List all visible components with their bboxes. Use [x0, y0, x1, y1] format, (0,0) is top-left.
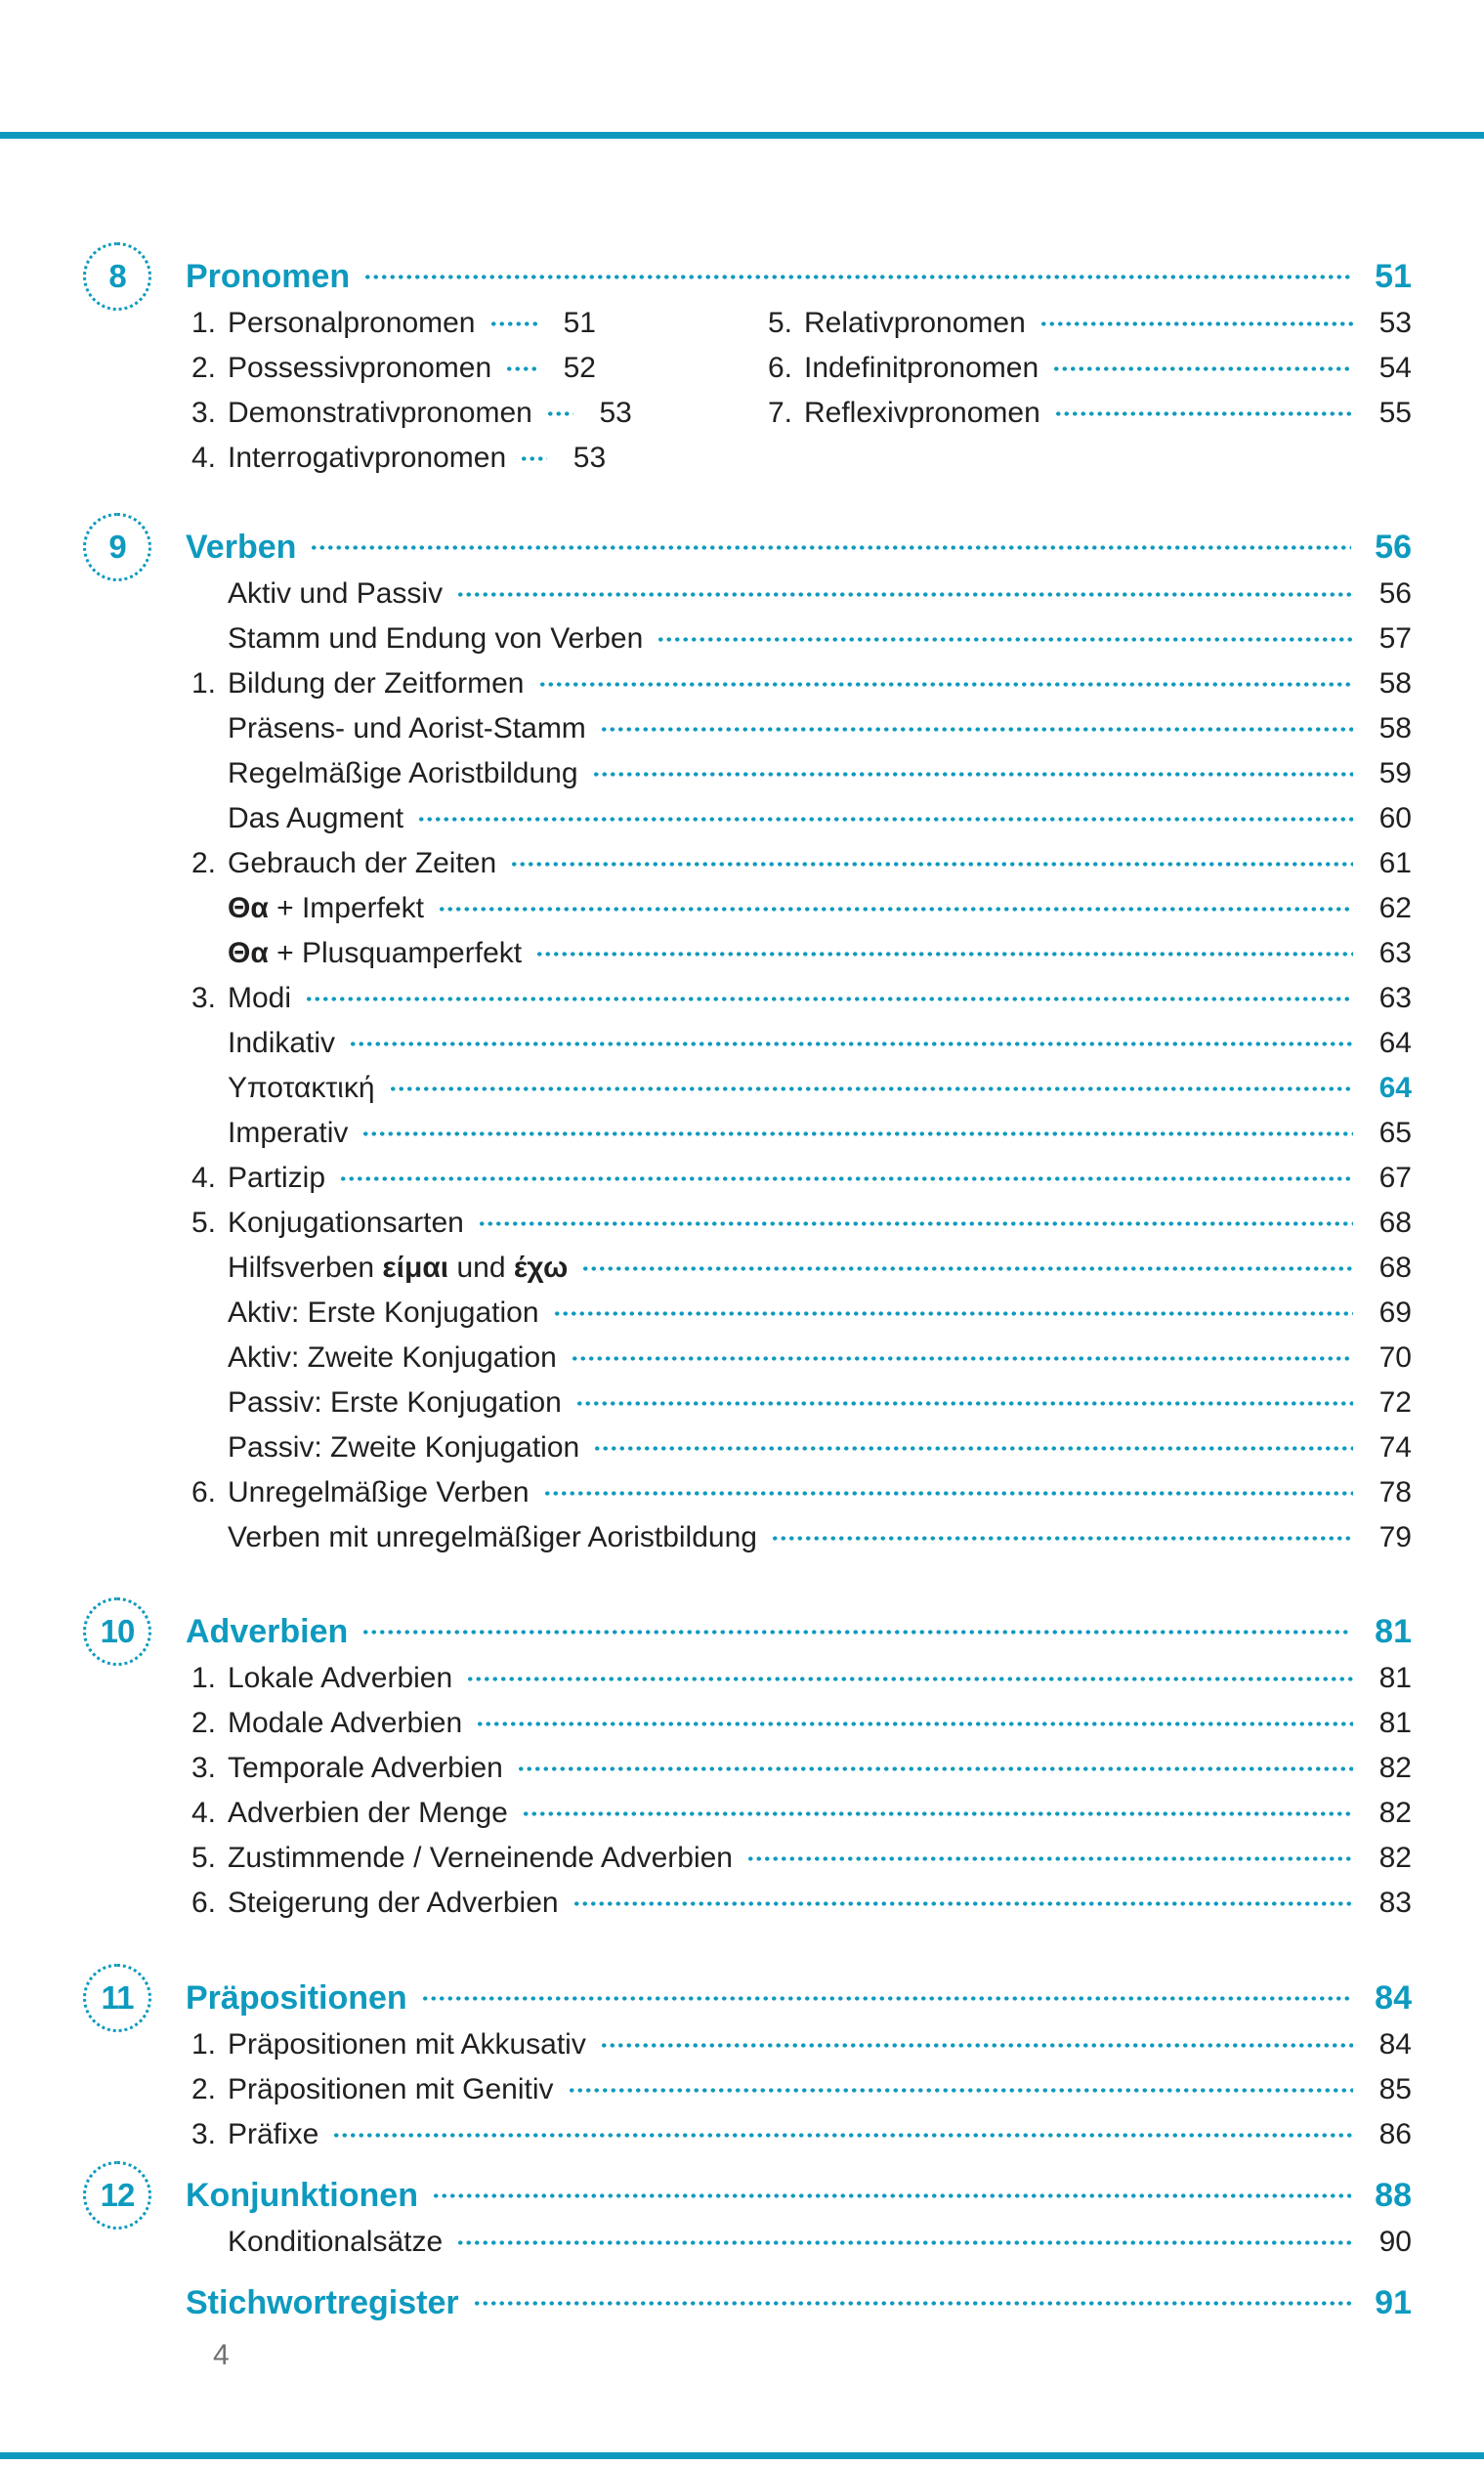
dotted-leader [456, 2220, 1353, 2265]
toc-entry [186, 1836, 1412, 1881]
section-page-number: 84 [1375, 1979, 1412, 2017]
entry-page-number: 81 [1378, 1662, 1412, 1694]
entry-number: 2. [191, 1707, 217, 1739]
entry-label: Demonstrativpronomen [228, 397, 532, 429]
dotted-leader [1054, 391, 1353, 436]
entry-page-number: 70 [1378, 1341, 1412, 1374]
entry-page-number: 54 [1378, 352, 1412, 384]
entry-number: 5. [191, 1842, 217, 1874]
entry-label: Partizip [228, 1162, 326, 1194]
section-title: Pronomen [186, 258, 351, 295]
toc-entry [186, 841, 1412, 886]
entry-page-number: 58 [1378, 712, 1412, 744]
entry-label: Bildung der Zeitformen [228, 667, 525, 700]
entry-label: Relativpronomen [804, 307, 1026, 339]
entry-number: 5. [768, 307, 793, 339]
entry-page-number: 69 [1378, 1296, 1412, 1329]
entry-number: 1. [191, 307, 217, 339]
toc-entry [186, 1746, 1412, 1791]
entry-label: Zustimmende / Verneinende Adverbien [228, 1842, 733, 1874]
entry-label: Modale Adverbien [228, 1707, 463, 1739]
toc-entry [186, 1246, 1412, 1291]
section-header [186, 1974, 1412, 2022]
section-header [186, 1607, 1412, 1656]
section-title: Adverbien [186, 1613, 349, 1650]
toc-entry [186, 1515, 1412, 1560]
dotted-leader [600, 2022, 1353, 2067]
toc-entry [186, 1470, 1412, 1515]
section-title: Stichwortregister [186, 2284, 459, 2321]
dotted-leader [438, 886, 1353, 931]
dotted-leader [473, 2278, 1351, 2327]
toc-section-12 [83, 2171, 1412, 2265]
entry-page-number: 65 [1378, 1117, 1412, 1149]
section-header [186, 2171, 1412, 2220]
dotted-leader [543, 1470, 1353, 1515]
toc-entry [186, 2220, 1412, 2265]
toc-entry [762, 391, 1412, 436]
dotted-leader [310, 523, 1351, 572]
toc-entry [762, 346, 1412, 391]
toc-entry [186, 886, 1412, 931]
toc-entry [186, 1201, 1412, 1246]
section-page-number: 91 [1375, 2284, 1412, 2321]
entry-label: Verben mit unregelmäßiger Aoristbildung [228, 1521, 757, 1553]
entry-number: 3. [191, 2118, 217, 2150]
section-body [186, 523, 1412, 1560]
entries-right-column [762, 301, 1412, 481]
entry-page-number: 56 [1378, 577, 1412, 610]
dotted-leader [363, 252, 1351, 301]
section-header [186, 2278, 1412, 2327]
entry-page-number: 83 [1378, 1887, 1412, 1919]
toc-entry [186, 1291, 1412, 1336]
entry-page-number: 74 [1378, 1431, 1412, 1464]
dotted-leader [568, 2067, 1354, 2112]
toc-entry [186, 616, 1412, 661]
toc-section-register [83, 2278, 1412, 2327]
toc-entry [186, 1156, 1412, 1201]
entry-label: Präpositionen mit Akkusativ [228, 2028, 586, 2061]
entry-number: 1. [191, 667, 217, 700]
toc-entry [186, 1881, 1412, 1926]
entry-number: 3. [191, 982, 217, 1014]
entry-label: Indikativ [228, 1027, 336, 1059]
entry-number: 3. [191, 397, 217, 429]
entry-label: Possessivpronomen [228, 352, 492, 384]
dotted-leader [456, 572, 1353, 616]
page-footer [213, 2338, 1412, 2373]
section-title: Konjunktionen [186, 2177, 418, 2214]
entry-label: Präpositionen mit Genitiv [228, 2073, 554, 2105]
toc-entry [186, 1021, 1412, 1066]
section-body [186, 2171, 1412, 2265]
dotted-leader [593, 1425, 1353, 1470]
section-badge-column [83, 1974, 186, 2157]
entry-label: Unregelmäßige Verben [228, 1476, 530, 1509]
entry-number: 4. [191, 442, 217, 474]
entry-label: Υποτακτική [228, 1072, 375, 1104]
entry-label: Personalpronomen [228, 307, 476, 339]
dotted-leader [432, 2171, 1351, 2220]
entry-page-number: 82 [1378, 1752, 1412, 1784]
dotted-leader [746, 1836, 1353, 1881]
entry-number: 1. [191, 1662, 217, 1694]
section-page-number: 56 [1375, 529, 1412, 566]
dotted-leader [489, 301, 538, 346]
entry-page-number: 52 [563, 352, 596, 384]
dotted-leader [466, 1656, 1353, 1701]
top-divider-rule [0, 132, 1484, 139]
dotted-leader [581, 1246, 1353, 1291]
dotted-leader [1052, 346, 1353, 391]
entry-label: Θα + Plusquamperfekt [228, 937, 523, 969]
entry-label: Interrogativpronomen [228, 442, 507, 474]
entry-page-number: 82 [1378, 1842, 1412, 1874]
toc-section-11 [83, 1974, 1412, 2157]
dotted-leader [476, 1701, 1353, 1746]
entries-left-column [186, 301, 632, 481]
section-page-number: 81 [1375, 1613, 1412, 1650]
entry-number: 2. [191, 847, 217, 879]
entry-label: Stamm und Endung von Verben [228, 622, 644, 655]
dotted-leader [592, 751, 1353, 796]
entry-page-number: 60 [1378, 802, 1412, 834]
toc-entry [186, 2067, 1412, 2112]
dotted-leader [546, 391, 573, 436]
section-title: Verben [186, 529, 297, 566]
dotted-leader [572, 1881, 1353, 1926]
dotted-leader [538, 661, 1354, 706]
toc-entry [762, 301, 1412, 346]
section-body [186, 1607, 1412, 1926]
section-number-badge: 12 [83, 2161, 151, 2230]
entry-page-number: 82 [1378, 1797, 1412, 1829]
section-number-badge: 9 [83, 513, 151, 581]
entry-label: Aktiv: Erste Konjugation [228, 1296, 539, 1329]
entry-label: Passiv: Zweite Konjugation [228, 1431, 580, 1464]
entry-page-number: 67 [1378, 1162, 1412, 1194]
entry-page-number: 78 [1378, 1476, 1412, 1509]
dotted-leader [517, 1746, 1353, 1791]
section-body [186, 1974, 1412, 2157]
entry-label: Θα + Imperfekt [228, 892, 425, 924]
entry-page-number: 53 [599, 397, 632, 429]
entry-page-number: 72 [1378, 1386, 1412, 1419]
dotted-leader [520, 436, 547, 481]
entry-page-number: 51 [563, 307, 596, 339]
toc-entry [186, 346, 596, 391]
toc-section-9 [83, 523, 1412, 1560]
entry-label: Aktiv und Passiv [228, 577, 444, 610]
toc-section-8 [83, 252, 1412, 481]
entry-page-number: 68 [1378, 1207, 1412, 1239]
section-number-badge: 10 [83, 1597, 151, 1666]
dotted-leader [600, 706, 1353, 751]
entry-page-number: 53 [1378, 307, 1412, 339]
entry-page-number: 68 [1378, 1252, 1412, 1284]
toc-entry [186, 301, 596, 346]
current-page-number: 4 [213, 2339, 230, 2371]
toc-entry [186, 1656, 1412, 1701]
entry-label: Regelmäßige Aoristbildung [228, 757, 578, 789]
entry-label: Konjugationsarten [228, 1207, 464, 1239]
entry-page-number: 63 [1378, 982, 1412, 1014]
entry-label: Modi [228, 982, 292, 1014]
section-header [186, 252, 1412, 301]
entry-page-number: 64 [1378, 1072, 1412, 1104]
toc-entry [186, 1111, 1412, 1156]
entry-number: 2. [191, 2073, 217, 2105]
entry-label: Hilfsverben είμαι und έχω [228, 1252, 569, 1284]
entry-page-number: 79 [1378, 1521, 1412, 1553]
dotted-leader [349, 1021, 1353, 1066]
dotted-leader [478, 1201, 1353, 1246]
toc-entry [186, 2022, 1412, 2067]
toc-entry [186, 1791, 1412, 1836]
section-body [186, 252, 1412, 481]
entry-number: 3. [191, 1752, 217, 1784]
toc-entry [186, 1425, 1412, 1470]
entry-page-number: 86 [1378, 2118, 1412, 2150]
section-title: Präpositionen [186, 1979, 407, 2017]
entry-page-number: 57 [1378, 622, 1412, 655]
section-badge-column [83, 2171, 186, 2265]
entry-label: Indefinitpronomen [804, 352, 1039, 384]
entry-number: 4. [191, 1162, 217, 1194]
entry-number: 6. [191, 1887, 217, 1919]
entry-page-number: 84 [1378, 2028, 1412, 2061]
toc-section-10 [83, 1607, 1412, 1926]
entry-label: Gebrauch der Zeiten [228, 847, 497, 879]
section-badge-column [83, 252, 186, 481]
toc-entry [186, 931, 1412, 976]
dotted-leader [571, 1336, 1353, 1381]
toc-entry [186, 796, 1412, 841]
entry-label: Steigerung der Adverbien [228, 1887, 559, 1919]
entry-page-number: 58 [1378, 667, 1412, 700]
section-page-number: 51 [1375, 258, 1412, 295]
entry-page-number: 55 [1378, 397, 1412, 429]
section-badge-column [83, 523, 186, 1560]
dotted-leader [305, 976, 1353, 1021]
dotted-leader [510, 841, 1353, 886]
toc-entry [186, 1381, 1412, 1425]
entry-label: Aktiv: Zweite Konjugation [228, 1341, 557, 1374]
toc-entry [186, 1701, 1412, 1746]
toc-entry [186, 661, 1412, 706]
entry-label: Präfixe [228, 2118, 319, 2150]
entry-page-number: 62 [1378, 892, 1412, 924]
entry-label: Konditionalsätze [228, 2226, 444, 2258]
entry-label: Reflexivpronomen [804, 397, 1040, 429]
section-body [186, 2278, 1412, 2327]
dotted-leader [332, 2112, 1353, 2157]
section-badge-column [83, 2278, 186, 2327]
toc-entry [186, 976, 1412, 1021]
section-page-number: 88 [1375, 2177, 1412, 2214]
dotted-leader [361, 1607, 1351, 1656]
toc-entry [186, 391, 632, 436]
toc-content [0, 139, 1484, 2373]
toc-entry [186, 706, 1412, 751]
dotted-leader [417, 796, 1353, 841]
dotted-leader [1039, 301, 1353, 346]
entry-label: Imperativ [228, 1117, 349, 1149]
dotted-leader [657, 616, 1353, 661]
entry-label: Adverbien der Menge [228, 1797, 508, 1829]
entry-number: 1. [191, 2028, 217, 2061]
entry-number: 6. [768, 352, 793, 384]
dotted-leader [575, 1381, 1353, 1425]
entry-number: 7. [768, 397, 793, 429]
entry-page-number: 53 [572, 442, 607, 474]
entry-page-number: 63 [1378, 937, 1412, 969]
dotted-leader [522, 1791, 1353, 1836]
dotted-leader [553, 1291, 1353, 1336]
entry-page-number: 59 [1378, 757, 1412, 789]
entry-label: Passiv: Erste Konjugation [228, 1386, 562, 1419]
toc-sections [83, 252, 1412, 2327]
two-column-entries [186, 301, 1412, 481]
entry-label: Das Augment [228, 802, 404, 834]
entry-label: Temporale Adverbien [228, 1752, 503, 1784]
toc-entry [186, 751, 1412, 796]
dotted-leader [339, 1156, 1353, 1201]
entry-page-number: 90 [1378, 2226, 1412, 2258]
entry-number: 2. [191, 352, 217, 384]
section-badge-column [83, 1607, 186, 1926]
dotted-leader [421, 1974, 1351, 2022]
dotted-leader [535, 931, 1353, 976]
entry-label: Präsens- und Aorist-Stamm [228, 712, 586, 744]
toc-entry [186, 2112, 1412, 2157]
entry-label: Lokale Adverbien [228, 1662, 453, 1694]
entry-number: 4. [191, 1797, 217, 1829]
bottom-divider-rule [0, 2452, 1484, 2459]
entry-page-number: 64 [1378, 1027, 1412, 1059]
entry-number: 6. [191, 1476, 217, 1509]
entry-page-number: 85 [1378, 2073, 1412, 2105]
entry-page-number: 81 [1378, 1707, 1412, 1739]
section-header [186, 523, 1412, 572]
entry-page-number: 61 [1378, 847, 1412, 879]
section-number-badge: 11 [83, 1964, 151, 2032]
dotted-leader [771, 1515, 1353, 1560]
toc-entry [186, 572, 1412, 616]
section-number-badge: 8 [83, 242, 151, 311]
toc-entry [186, 1066, 1412, 1111]
toc-entry [186, 1336, 1412, 1381]
toc-entry [186, 436, 607, 481]
dotted-leader [389, 1066, 1353, 1111]
dotted-leader [505, 346, 537, 391]
entry-number: 5. [191, 1207, 217, 1239]
dotted-leader [361, 1111, 1353, 1156]
